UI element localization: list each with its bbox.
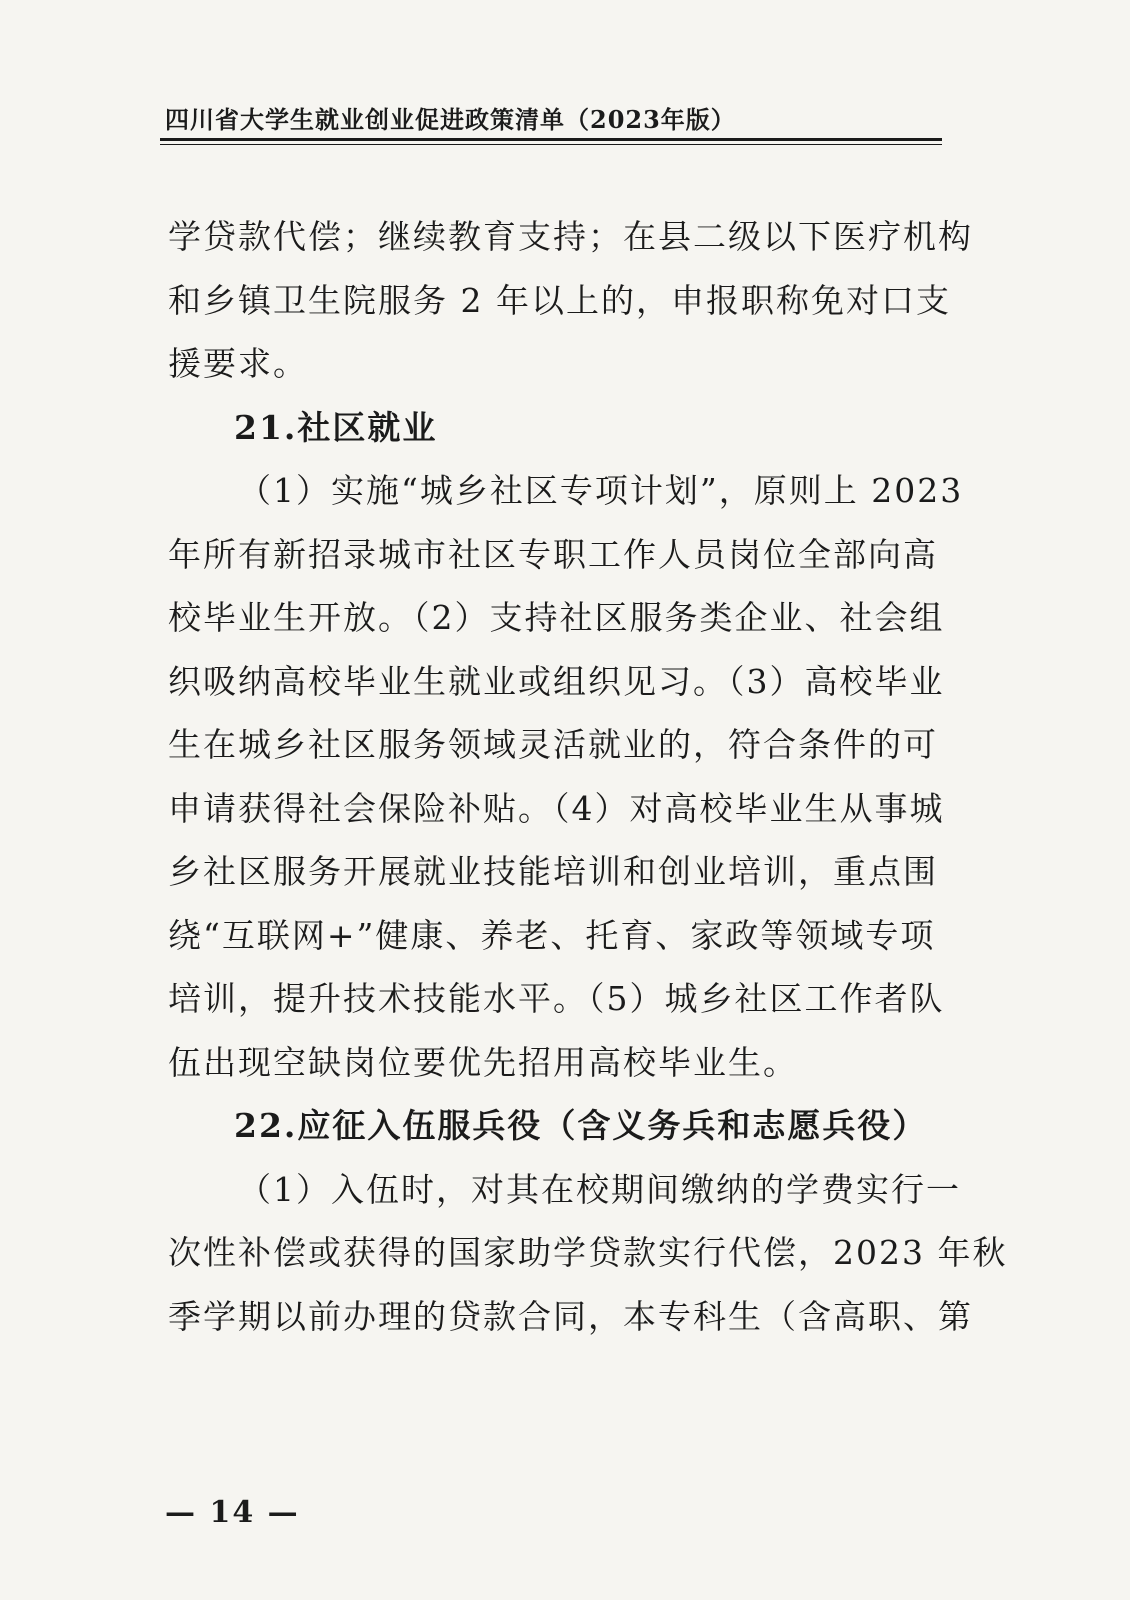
text-line: 申请获得社会保险补贴。（4）对高校毕业生从事城 bbox=[168, 788, 945, 828]
section-heading-21: 21.社区就业 bbox=[234, 407, 438, 447]
text-line: 次性补偿或获得的国家助学贷款实行代偿，2023 年秋 bbox=[168, 1233, 1008, 1272]
text-line: 培训，提升技术技能水平。（5）城乡社区工作者队 bbox=[168, 979, 945, 1018]
text-line: 和乡镇卫生院服务 2 年以上的，申报职称免对口支 bbox=[168, 280, 951, 320]
text-line: 学贷款代偿；继续教育支持；在县二级以下医疗机构 bbox=[168, 217, 973, 256]
text-line: 伍出现空缺岗位要优先招用高校毕业生。 bbox=[168, 1042, 798, 1082]
text-line: 年所有新招录城市社区专职工作人员岗位全部向高 bbox=[168, 534, 938, 574]
header-rule-thick bbox=[160, 138, 942, 141]
text-line: 织吸纳高校毕业生就业或组织见习。（3）高校毕业 bbox=[168, 661, 945, 701]
text-line: 援要求。 bbox=[168, 344, 308, 383]
text-line: （1）入伍时，对其在校期间缴纳的学费实行一 bbox=[238, 1169, 961, 1209]
body-text bbox=[168, 205, 1008, 1348]
section-heading-22: 22.应征入伍服兵役（含义务兵和志愿兵役） bbox=[234, 1106, 928, 1145]
text-line: 校毕业生开放。（2）支持社区服务类企业、社会组 bbox=[168, 598, 945, 637]
running-header: 四川省大学生就业创业促进政策清单（2023年版） bbox=[165, 105, 736, 134]
header-rule-thin bbox=[160, 144, 942, 145]
page-number: — 14 — bbox=[165, 1495, 300, 1530]
text-line: （1）实施“城乡社区专项计划”，原则上 2023 bbox=[238, 471, 964, 510]
text-line: 生在城乡社区服务领域灵活就业的，符合条件的可 bbox=[168, 725, 938, 764]
text-line: 绕“互联网+”健康、养老、托育、家政等领域专项 bbox=[168, 915, 936, 955]
text-line: 季学期以前办理的贷款合同，本专科生（含高职、第 bbox=[168, 1296, 973, 1336]
text-line: 乡社区服务开展就业技能培训和创业培训，重点围 bbox=[168, 852, 938, 891]
